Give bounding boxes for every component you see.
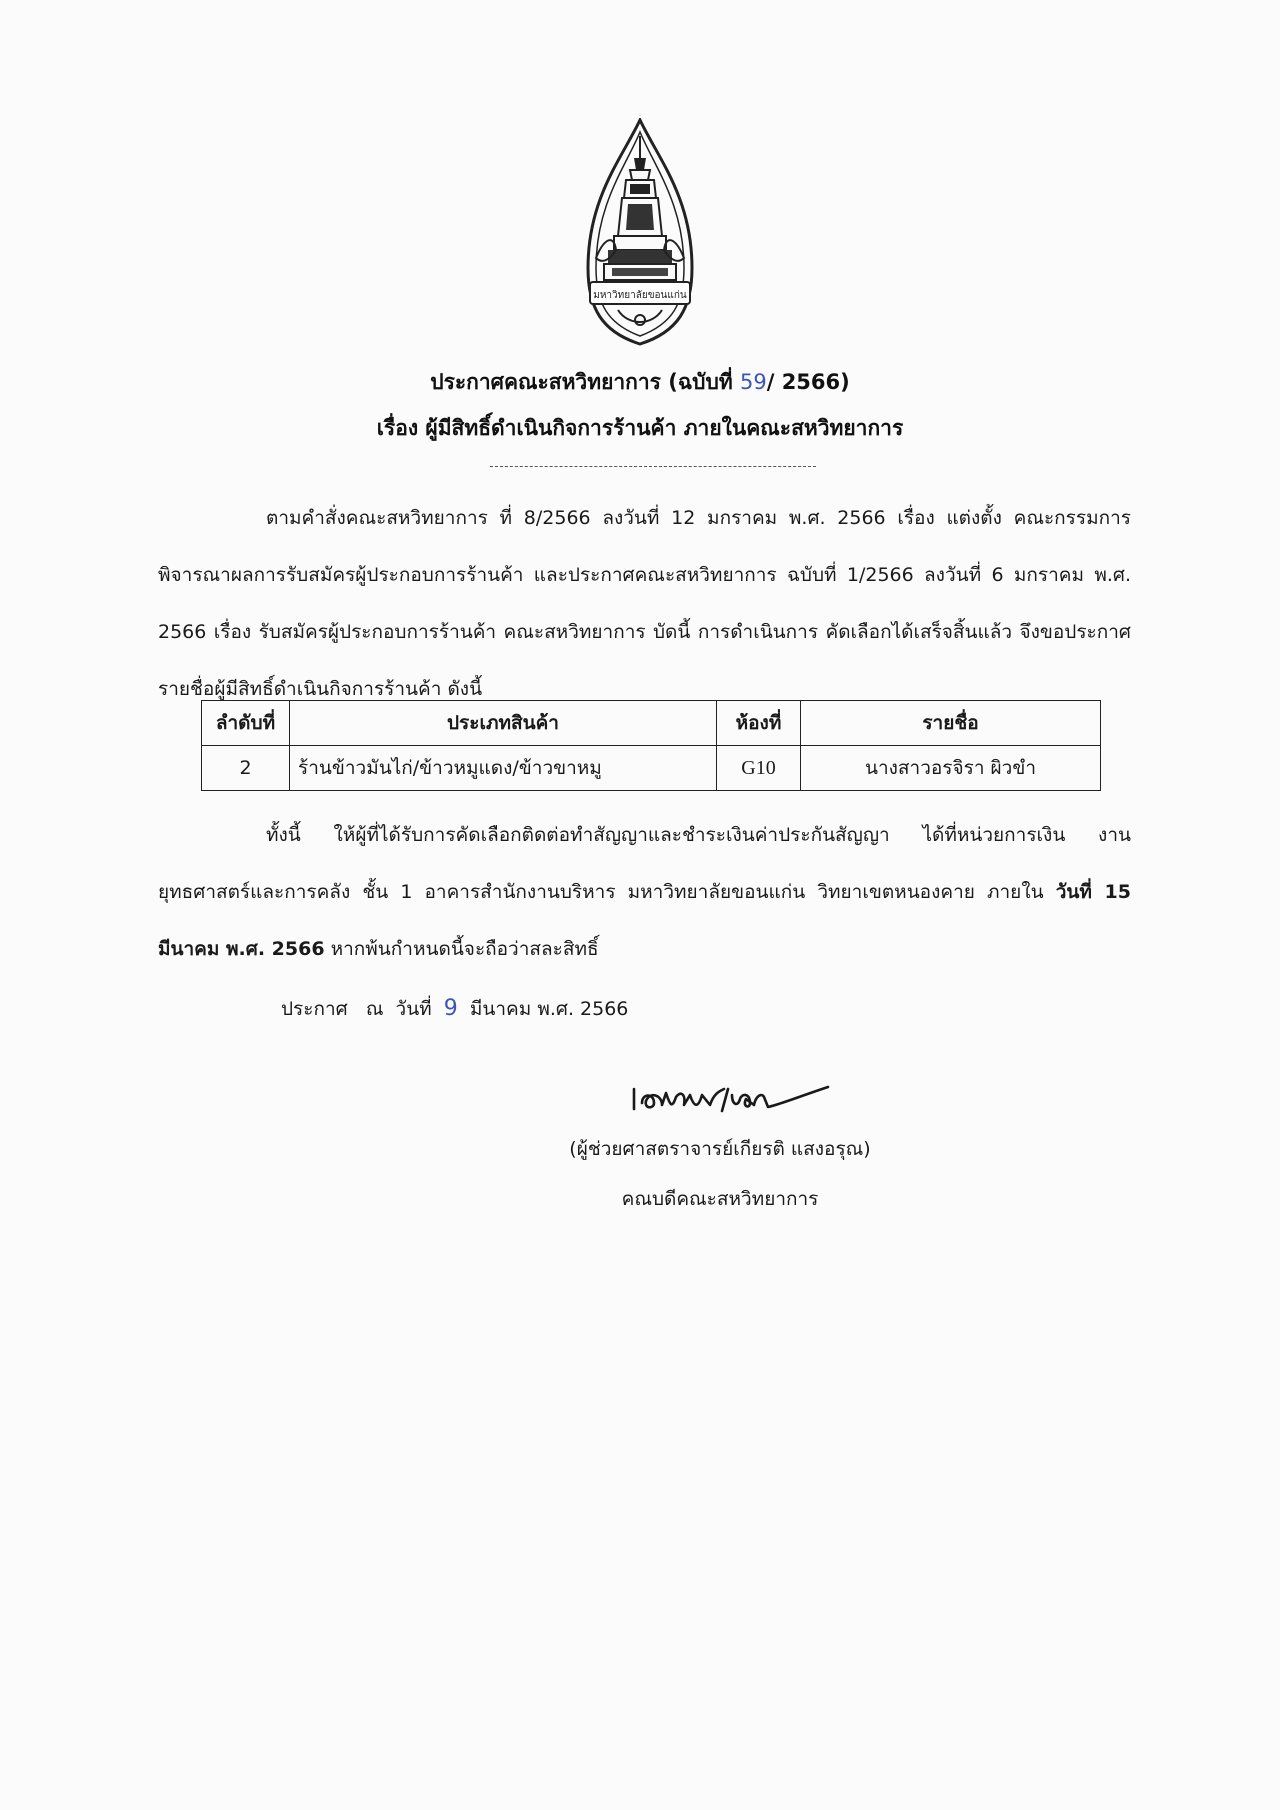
deadline-date: วันที่ 15 มีนาคม พ.ศ. 2566: [158, 881, 1131, 960]
signer-name: (ผู้ช่วยศาสตราจารย์เกียรติ แสงอรุณ): [569, 1138, 871, 1160]
column-header-order: ลำดับที่: [202, 701, 290, 746]
cell-product-type: ร้านข้าวมันไก่/ข้าวหมูแดง/ข้าวขาหมู: [290, 746, 717, 791]
announce-prefix: ประกาศ ณ วันที่: [281, 998, 444, 1020]
column-header-room: ห้องที่: [717, 701, 801, 746]
shop-table: [201, 700, 1101, 791]
announce-suffix: มีนาคม พ.ศ. 2566: [457, 998, 629, 1020]
signer-position: คณบดีคณะสหวิทยาการ: [621, 1188, 819, 1210]
column-header-name: รายชื่อ: [801, 701, 1101, 746]
seal-banner-text: มหาวิทยาลัยขอนแก่น: [593, 290, 687, 301]
paragraph-instructions: [158, 807, 1131, 978]
cell-name: นางสาวอรจิรา ผิวขำ: [801, 746, 1101, 791]
title-prefix: ประกาศคณะสหวิทยาการ (ฉบับที่: [430, 370, 733, 394]
table-row: [202, 746, 1101, 791]
announce-day-handwritten: 9: [443, 996, 458, 1021]
title-suffix: / 2566): [766, 370, 850, 394]
column-header-product-type: ประเภทสินค้า: [290, 701, 717, 746]
announce-date-line: [281, 994, 628, 1024]
issue-number-handwritten: 59: [739, 370, 767, 394]
cell-room: G10: [717, 746, 801, 791]
instructions-tail: หากพ้นกำหนดนี้จะถือว่าสละสิทธิ์: [324, 938, 599, 960]
paragraph-reference: ตามคำสั่งคณะสหวิทยาการ ที่ 8/2566 ลงวันที่ 12 มกราคม พ.ศ. 2566 เรื่อง แต่งตั้ง คณะกรรมการพิจารณาผลการรับสมัครผู้ประกอบการร้านค้า และประกาศคณะสหวิทยาการ ฉบับที่ 1/2566 ลงวันที่ 6 มกราคม พ.ศ. 2566 เรื่อง รับสมัครผู้ประกอบการร้านค้า คณะสหวิทยาการ บัดนี้ การดำเนินการ คัดเลือกได้เสร็จสิ้นแล้ว จึงขอประกาศรายชื่อผู้มีสิทธิ์ดำเนินกิจการร้านค้า ดังนี้: [158, 507, 1131, 700]
cell-order: 2: [202, 746, 290, 791]
university-seal-logo: [582, 118, 698, 350]
announcement-title: [0, 366, 1280, 399]
dashed-divider: [490, 466, 816, 467]
announcement-subject: เรื่อง ผู้มีสิทธิ์ดำเนินกิจการร้านค้า ภายในคณะสหวิทยาการ: [376, 416, 904, 440]
table-header-row: [202, 701, 1101, 746]
handwritten-signature: [628, 1075, 848, 1125]
instructions-text: ทั้งนี้ ให้ผู้ที่ได้รับการคัดเลือกติดต่อทำสัญญาและชำระเงินค่าประกันสัญญา ได้ที่หน่วยการเงิน งานยุทธศาสตร์และการคลัง ชั้น 1 อาคารสำนักงานบริหาร มหาวิทยาลัยขอนแก่น วิทยาเขตหนองคาย ภายใน: [158, 824, 1131, 903]
